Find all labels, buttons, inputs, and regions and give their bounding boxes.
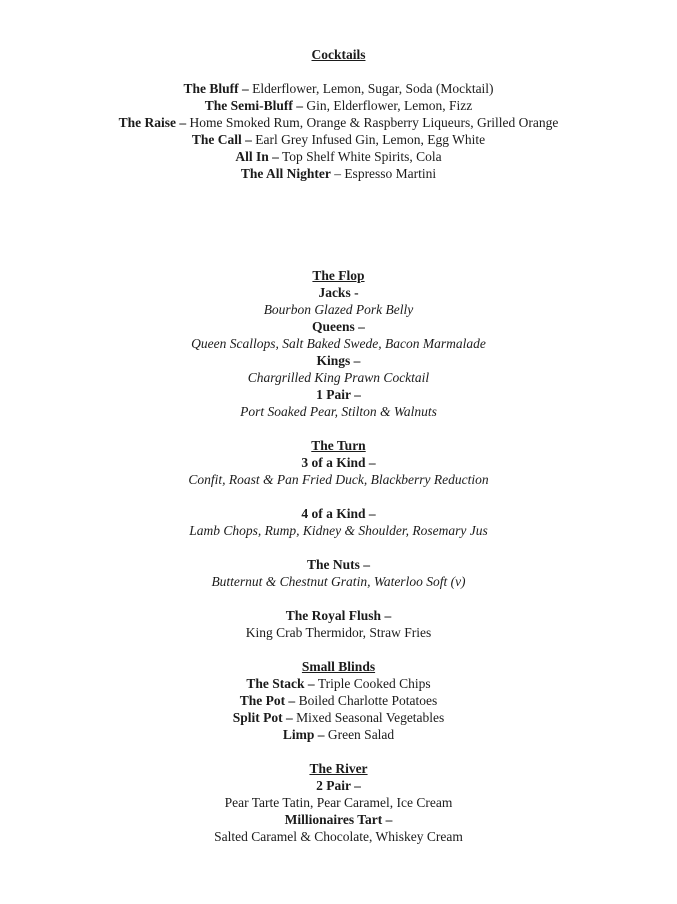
menu-item-description: Butternut & Chestnut Gratin, Waterloo Soft (v) [211,574,466,589]
menu-section-the-turn [0,437,677,641]
spacer-line [0,63,677,80]
menu-item-name-line [0,777,677,794]
spacer-line [0,641,677,658]
menu-item-line [0,148,677,165]
menu-item-description: Earl Grey Infused Gin, Lemon, Egg White [255,132,486,147]
menu-item-label: The Stack – [246,676,315,691]
spacer-line [0,420,677,437]
menu-item-description: Lamb Chops, Rump, Kidney & Shoulder, Rosemary Jus [189,523,488,538]
menu-item-label: Queens – [312,319,365,334]
menu-item-label: The Call – [191,132,252,147]
menu-item-label: The Semi-Bluff – [204,98,303,113]
menu-item-description: Mixed Seasonal Vegetables [296,710,445,725]
menu-item-description: Gin, Elderflower, Lemon, Fizz [306,98,473,113]
menu-item-label: Jacks - [318,285,359,300]
spacer-line [0,216,677,233]
section-title-line [0,437,677,454]
menu-item-name-line [0,318,677,335]
menu-item-label: 3 of a Kind – [301,455,376,470]
menu-item-description: Green Salad [327,727,395,742]
spacer-line [0,199,677,216]
section-title-line [0,267,677,284]
menu-item-description: Port Soaked Pear, Stilton & Walnuts [240,404,437,419]
section-title: The Turn [311,438,366,453]
menu-item-line [0,165,677,182]
menu-item-line [0,726,677,743]
section-title-line [0,46,677,63]
menu-item-name-line [0,352,677,369]
menu-item-label: The Raise – [118,115,187,130]
spacer-line [0,250,677,267]
menu-item-description: Confit, Roast & Pan Fried Duck, Blackberry Reduction [188,472,489,487]
menu-item-name-line [0,607,677,624]
menu-item-line [0,114,677,131]
menu-item-label: Kings – [316,353,361,368]
menu-item-label: The All Nighter [240,166,331,181]
menu-item-description-line [0,369,677,386]
section-title: The River [309,761,368,776]
menu-item-label: The Royal Flush – [285,608,392,623]
section-title-line [0,658,677,675]
menu-sections [0,46,677,845]
menu-item-description: – Espresso Martini [334,166,437,181]
menu-item-name-line [0,284,677,301]
menu-item-line [0,131,677,148]
menu-item-description-line [0,828,677,845]
menu-item-label: 1 Pair – [316,387,361,402]
menu-item-line [0,692,677,709]
menu-item-description: Salted Caramel & Chocolate, Whiskey Cream [214,829,463,844]
menu-item-label: The Pot – [239,693,296,708]
section-title: Cocktails [311,47,366,62]
menu-item-label: The Bluff – [183,81,249,96]
spacer-line [0,488,677,505]
menu-item-description: King Crab Thermidor, Straw Fries [245,625,432,640]
menu-item-description: Boiled Charlotte Potatoes [298,693,438,708]
menu-item-line [0,80,677,97]
menu-section-the-river [0,760,677,845]
menu-item-label: 4 of a Kind – [301,506,376,521]
menu-section-cocktails [0,46,677,182]
section-title: The Flop [312,268,365,283]
menu-item-label: Limp – [282,727,325,742]
menu-item-name-line [0,386,677,403]
menu-item-description-line [0,301,677,318]
menu-section-the-flop [0,267,677,420]
spacer-line [0,233,677,250]
menu-item-description: Home Smoked Rum, Orange & Raspberry Liqueurs, Grilled Orange [189,115,559,130]
menu-item-label: 2 Pair – [316,778,361,793]
menu-item-description-line [0,471,677,488]
section-title-line [0,760,677,777]
menu-item-name-line [0,811,677,828]
spacer-line [0,539,677,556]
menu-item-line [0,709,677,726]
spacer-line [0,743,677,760]
menu-item-line [0,675,677,692]
menu-item-description: Triple Cooked Chips [317,676,431,691]
menu-item-description: Pear Tarte Tatin, Pear Caramel, Ice Cream [224,795,453,810]
menu-item-description-line [0,403,677,420]
menu-item-description-line [0,522,677,539]
menu-item-description-line [0,794,677,811]
menu-item-description: Queen Scallops, Salt Baked Swede, Bacon Marmalade [191,336,486,351]
menu-item-description: Bourbon Glazed Pork Belly [263,302,414,317]
menu-item-label: All In – [235,149,279,164]
menu-item-description: Elderflower, Lemon, Sugar, Soda (Mocktail) [252,81,494,96]
menu-item-label: The Nuts – [306,557,370,572]
section-title: Small Blinds [301,659,376,674]
menu-item-description: Top Shelf White Spirits, Cola [281,149,442,164]
menu-section-small-blinds [0,658,677,743]
menu-item-label: Split Pot – [232,710,293,725]
menu-item-name-line [0,505,677,522]
spacer-line [0,182,677,199]
menu-item-label: Millionaires Tart – [284,812,393,827]
menu-item-name-line [0,556,677,573]
menu-item-line [0,97,677,114]
menu-item-description-line [0,573,677,590]
menu-item-description-line [0,335,677,352]
menu-item-name-line [0,454,677,471]
menu-item-description-line [0,624,677,641]
menu-item-description: Chargrilled King Prawn Cocktail [247,370,430,385]
spacer-line [0,590,677,607]
